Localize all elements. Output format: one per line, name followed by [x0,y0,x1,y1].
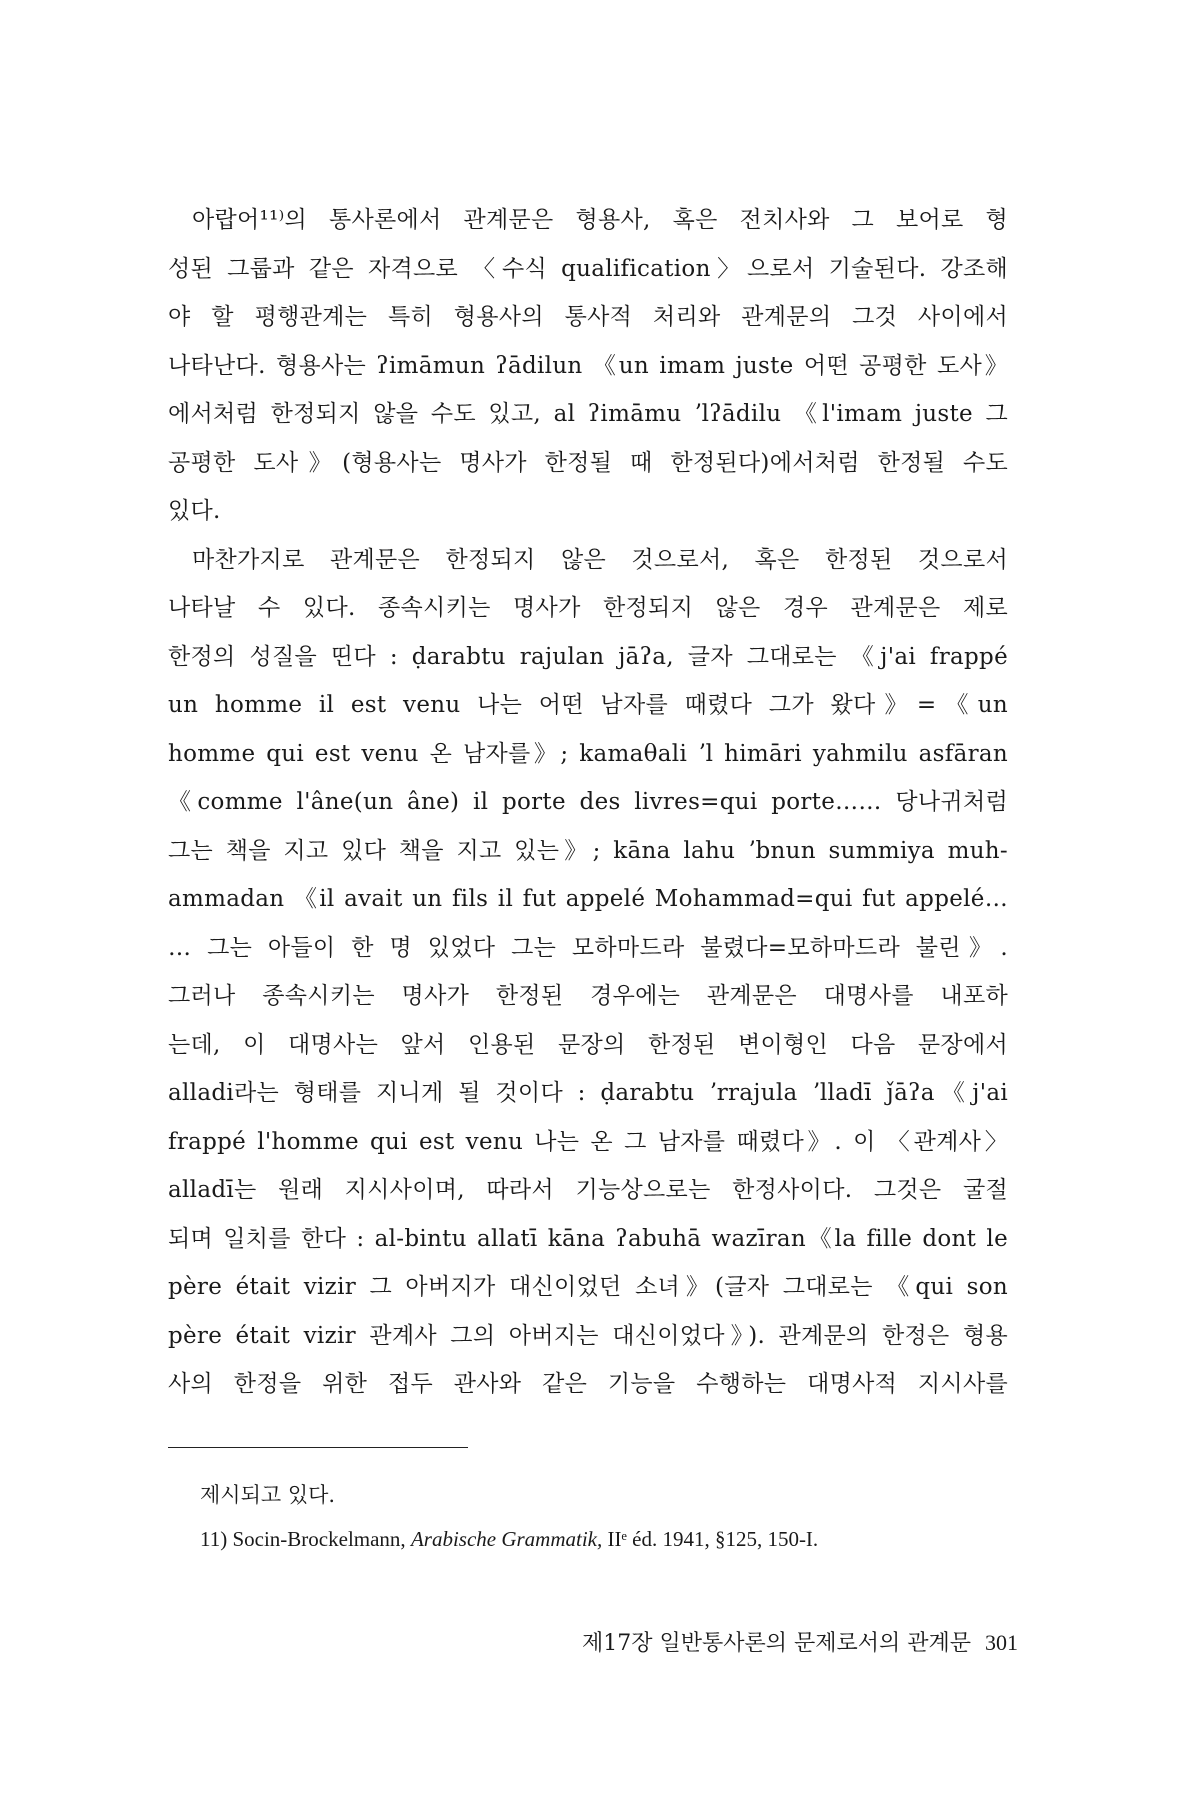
text-line: homme qui est venu 온 남자를》; kamaθali ʼl himāri yahmilu asfāran [168,740,1008,767]
text-line: 아랍어¹¹⁾의 통사론에서 관계문은 형용사, 혹은 전치사와 그 보어로 형 [192,207,1008,233]
footnote-title: Arabische Grammatik, [410,1527,603,1551]
body-text [168,196,1008,1409]
text-line: alladi라는 형태를 지니게 될 것이다 : ḍarabtu ʼrrajula ʼlladī ǰāʔa《j'ai [168,1080,1008,1106]
text-line: 그러나 종속시키는 명사가 한정된 경우에는 관계문은 대명사를 내포하 [168,983,1008,1009]
text-line: 나타난다. 형용사는 ʔimāmun ʔādilun 《un imam juste 어떤 공평한 도사》 [168,352,1008,379]
text-line: 나타날 수 있다. 종속시키는 명사가 한정되지 않은 경우 관계문은 제로 [168,595,1008,621]
footnote-number: 11) [200,1527,228,1551]
text-line: 성된 그룹과 같은 자격으로 〈수식 qualification〉으로서 기술된다. 강조해 [168,255,1008,282]
footnote-reference [200,1524,818,1554]
text-line: … 그는 아들이 한 명 있었다 그는 모하마드라 불렸다=모하마드라 불린》. [168,934,1008,961]
text-line: 그는 책을 지고 있다 책을 지고 있는》; kāna lahu ʼbnun summiya muh- [168,837,1008,864]
text-line: 《comme l'âne(un âne) il porte des livres=qui porte…… 당나귀처럼 [168,789,1008,815]
text-line: un homme il est venu 나는 어떤 남자를 때렸다 그가 왔다》=《un [168,692,1008,718]
text-line: 에서처럼 한정되지 않을 수도 있고, al ʔimāmu ʼlʔādilu 《l'imam juste 그 [168,401,1008,427]
text-line: ammadan 《il avait un fils il fut appelé Mohammad=qui fut appelé… [168,886,1008,912]
text-line: 야 할 평행관계는 특히 형용사의 통사적 처리와 관계문의 그것 사이에서 [168,304,1008,330]
footnote-author: Socin-Brockelmann, [232,1527,406,1551]
footnote-continuation: 제시되고 있다. [200,1483,336,1507]
chapter-title: 제17장 일반통사론의 문제로서의 관계문 [581,1631,971,1656]
text-line: alladī는 원래 지시사이며, 따라서 기능상으로는 한정사이다. 그것은 굴절 [168,1177,1008,1203]
text-line: 마찬가지로 관계문은 한정되지 않은 것으로서, 혹은 한정된 것으로서 [192,546,1008,573]
text-line: frappé l'homme qui est venu 나는 온 그 남자를 때렸다》. 이 〈관계사〉 [168,1128,1008,1155]
text-line: 있다. [168,498,221,524]
footnote-divider [168,1447,468,1448]
running-footer [442,1627,1018,1660]
text-line: père était vizir 그 아버지가 대신이었던 소녀》(글자 그대로는 《qui son [168,1274,1008,1300]
text-line: 사의 한정을 위한 접두 관사와 같은 기능을 수행하는 대명사적 지시사를 [168,1371,1008,1397]
text-line: 되며 일치를 한다 : al-bintu allatī kāna ʔabuhā wazīran《la fille dont le [168,1225,1008,1252]
footnote-details: IIᵉ éd. 1941, §125, 150-I. [607,1527,819,1551]
text-line: 공평한 도사》(형용사는 명사가 한정될 때 한정된다)에서처럼 한정될 수도 [168,449,1008,476]
text-line: père était vizir 관계사 그의 아버지는 대신이었다》). 관계문의 한정은 형용 [168,1322,1008,1349]
text-line: 는데, 이 대명사는 앞서 인용된 문장의 한정된 변이형인 다음 문장에서 [168,1031,1008,1058]
page-number: 301 [985,1630,1018,1655]
text-line: 한정의 성질을 띤다 : ḍarabtu rajulan jāʔa, 글자 그대로는 《j'ai frappé [168,643,1008,670]
